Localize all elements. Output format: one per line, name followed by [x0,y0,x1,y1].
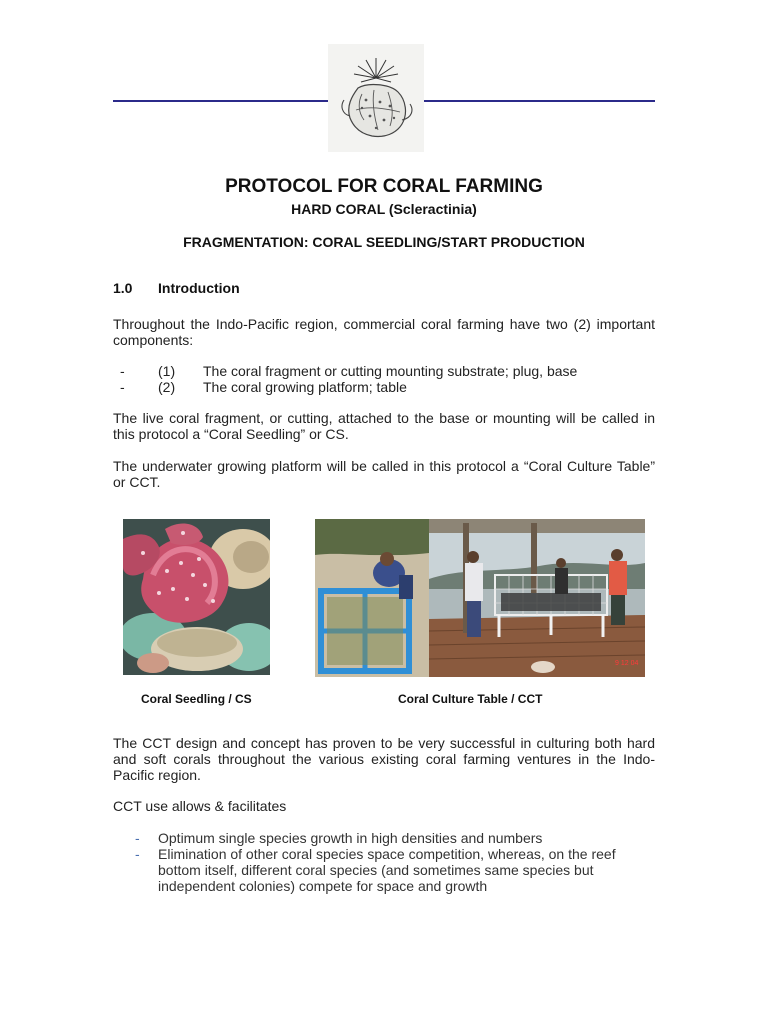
header-rule-left [113,100,328,102]
photo-date-stamp: 9 12 04 [615,660,639,667]
list-item [135,846,655,894]
coral-seedling-photo [123,519,270,675]
page-title: PROTOCOL FOR CORAL FARMING [225,176,543,197]
coral-seedling-paragraph: The live coral fragment, or cutting, attached to the base or mounting will be called in this protocol a “Coral Seedling” or CS. [113,410,655,442]
list-item [135,830,655,846]
section-number: 1.0 [113,280,133,296]
section-heading [113,280,240,296]
benefits-list [135,830,655,894]
caption-coral-seedling: Coral Seedling / CS [141,692,252,706]
list-text: The coral growing platform; table [203,379,407,395]
section-heading-text: Introduction [158,280,240,296]
bullet-dash: - [135,846,140,862]
page-subtitle: HARD CORAL (Scleractinia) [291,201,477,217]
coral-sketch-icon [328,44,424,152]
list-item [120,379,655,395]
section-title: FRAGMENTATION: CORAL SEEDLING/START PRODUCTION [183,234,585,250]
list-dash: - [120,379,125,395]
list-code: (2) [158,379,176,395]
cct-use-paragraph: CCT use allows & facilitates [113,798,287,814]
list-text: Elimination of other coral species space competition, whereas, on the reef bottom itself, different coral species (and sometimes same species but independent colonies) compete for space and growth [158,846,616,894]
cct-design-paragraph: The CCT design and concept has proven to be very successful in culturing both hard and soft corals throughout the various existing coral farming ventures in the Indo-Pacific region. [113,735,655,783]
list-text: The coral fragment or cutting mounting substrate; plug, base [203,363,578,379]
header-rule-right [424,100,655,102]
caption-coral-culture-table: Coral Culture Table / CCT [398,692,543,706]
components-list [120,363,655,395]
coral-culture-table-photo [315,519,645,677]
list-dash: - [120,363,125,379]
list-code: (1) [158,363,176,379]
list-item [120,363,655,379]
intro-paragraph: Throughout the Indo-Pacific region, commercial coral farming have two (2) important components: [113,316,655,348]
list-text: Optimum single species growth in high densities and numbers [158,830,543,846]
bullet-dash: - [135,830,140,846]
coral-culture-table-paragraph: The underwater growing platform will be called in this protocol a “Coral Culture Table” or CCT. [113,458,655,490]
